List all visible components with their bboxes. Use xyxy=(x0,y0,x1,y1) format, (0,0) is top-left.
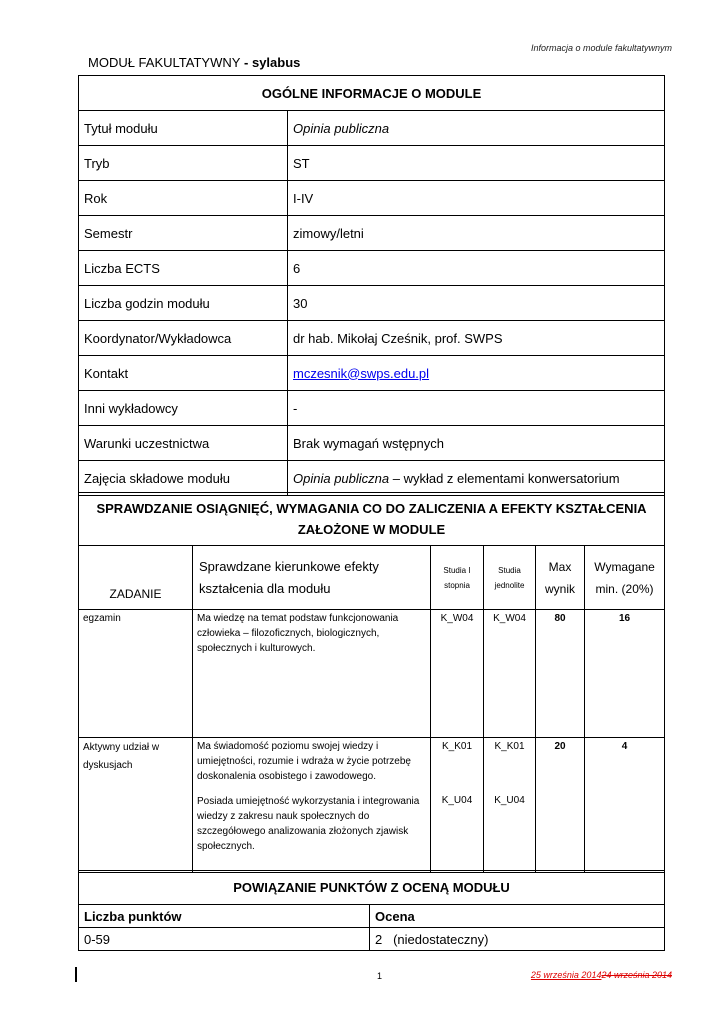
date-inserted: 25 września 2014 xyxy=(530,970,602,980)
title-bold: - sylabus xyxy=(240,55,301,70)
col-first-degree-line2: stopnia xyxy=(444,580,470,590)
info-row xyxy=(79,181,665,216)
points-cell: 0-59 xyxy=(79,928,370,951)
info-row xyxy=(79,111,665,146)
info-row xyxy=(79,286,665,321)
info-value: dr hab. Mikołaj Cześnik, prof. SWPS xyxy=(288,321,665,356)
assessment-heading-line1: SPRAWDZANIE OSIĄGNIĘĆ, WYMAGANIA CO DO ZALICZENIA A EFEKTY KSZTAŁCENIA xyxy=(96,501,647,516)
info-label: Semestr xyxy=(79,216,288,251)
col-first-degree xyxy=(431,546,484,610)
col-max-line1: Max xyxy=(548,559,572,574)
info-label: Inni wykładowcy xyxy=(79,391,288,426)
task-cell: Aktywny udział w dyskusjach xyxy=(79,738,193,873)
task-cell: egzamin xyxy=(79,610,193,738)
info-label: Koordynator/Wykładowca xyxy=(79,321,288,356)
info-value xyxy=(288,461,665,496)
general-info-heading: OGÓLNE INFORMACJE O MODULE xyxy=(79,76,665,111)
title-plain: MODUŁ FAKULTATYWNY xyxy=(88,55,241,70)
info-row xyxy=(79,461,665,496)
uniform-cell xyxy=(484,610,536,738)
first-degree-cell xyxy=(431,738,484,873)
col-effects xyxy=(193,546,431,610)
info-label: Kontakt xyxy=(79,356,288,391)
assessment-heading xyxy=(79,493,665,546)
effects-cell xyxy=(193,610,431,738)
info-value: 6 xyxy=(288,251,665,286)
effect-code: K_W04 xyxy=(493,613,526,624)
col-max xyxy=(536,546,585,610)
col-first-degree-line1: Studia I xyxy=(443,565,471,575)
page-number: 1 xyxy=(377,971,383,981)
col-max-line2: wynik xyxy=(544,581,575,596)
info-row xyxy=(79,321,665,356)
grading-section xyxy=(78,870,664,951)
grading-header-row xyxy=(79,905,665,928)
effect-text: Posiada umiejętność wykorzystania i integrowania wiedzy z zakresu nauk społecznych do szczegółowego analizowania złożonych zjawisk społecznych. xyxy=(197,796,420,852)
info-label: Tryb xyxy=(79,146,288,181)
grading-heading: POWIĄZANIE PUNKTÓW Z OCENĄ MODUŁU xyxy=(79,871,665,905)
required-cell: 16 xyxy=(585,610,665,738)
info-row xyxy=(79,356,665,391)
max-cell: 80 xyxy=(536,610,585,738)
general-info-table xyxy=(78,75,665,496)
grading-table xyxy=(78,870,665,951)
assessment-section xyxy=(78,492,664,873)
col-uniform-line1: Studia xyxy=(498,565,521,575)
info-value: - xyxy=(288,391,665,426)
effects-cell xyxy=(193,738,431,873)
assessment-heading-line2: ZAŁOŻONE W MODULE xyxy=(297,522,446,537)
grade-cell: 2 (niedostateczny) xyxy=(370,928,665,951)
col-effects-line1: Sprawdzane kierunkowe efekty xyxy=(199,558,379,574)
table-row xyxy=(79,738,665,873)
date-deleted: 24 września 2014 xyxy=(601,970,672,980)
info-row xyxy=(79,426,665,461)
info-row xyxy=(79,216,665,251)
effect-text: Ma świadomość poziomu swojej wiedzy i umiejętności, rozumie i wdraża w życie potrzebę doskonalenia osobistego i zawodowego. xyxy=(197,741,411,782)
first-degree-cell xyxy=(431,610,484,738)
info-label: Rok xyxy=(79,181,288,216)
col-grade: Ocena xyxy=(370,905,665,928)
info-value: ST xyxy=(288,146,665,181)
info-label: Liczba ECTS xyxy=(79,251,288,286)
info-row xyxy=(79,146,665,181)
info-row xyxy=(79,251,665,286)
effect-code: K_U04 xyxy=(441,795,473,806)
info-value: 30 xyxy=(288,286,665,321)
assessment-table xyxy=(78,492,665,873)
effect-code: K_K01 xyxy=(494,741,525,752)
required-cell: 4 xyxy=(585,738,665,873)
info-value xyxy=(288,356,665,391)
effect-text: Ma wiedzę na temat podstaw funkcjonowania człowieka – filozoficznych, biologicznych, społecznych i kulturowych. xyxy=(197,613,399,654)
effect-code: K_K01 xyxy=(441,741,473,752)
info-label: Zajęcia składowe modułu xyxy=(79,461,288,496)
change-bar xyxy=(75,967,77,982)
general-info-section xyxy=(78,75,664,496)
col-required xyxy=(585,546,665,610)
info-label: Warunki uczestnictwa xyxy=(79,426,288,461)
contact-email-link[interactable]: mczesnik@swps.edu.pl xyxy=(293,365,430,381)
module-name-italic: Opinia publiczna xyxy=(293,470,390,486)
info-value: zimowy/letni xyxy=(288,216,665,251)
document-title xyxy=(88,55,300,70)
assessment-column-headers xyxy=(79,546,665,610)
col-effects-line2: kształcenia dla modułu xyxy=(199,580,331,596)
info-label: Liczba godzin modułu xyxy=(79,286,288,321)
max-cell: 20 xyxy=(536,738,585,873)
effect-code: K_U04 xyxy=(494,795,525,806)
module-description: – wykład z elementami konwersatorium xyxy=(389,470,620,486)
col-uniform xyxy=(484,546,536,610)
footer-date xyxy=(531,970,672,980)
col-uniform-line2: jednolite xyxy=(494,580,525,590)
info-value: I-IV xyxy=(288,181,665,216)
info-value: Brak wymagań wstępnych xyxy=(288,426,665,461)
effect-code: K_W04 xyxy=(440,613,474,624)
info-value: Opinia publiczna xyxy=(288,111,665,146)
info-row xyxy=(79,391,665,426)
uniform-cell xyxy=(484,738,536,873)
col-required-line2: min. (20%) xyxy=(595,581,654,596)
table-row xyxy=(79,610,665,738)
col-required-line1: Wymagane xyxy=(594,559,655,574)
info-label: Tytuł modułu xyxy=(79,111,288,146)
table-row xyxy=(79,928,665,951)
col-task: ZADANIE xyxy=(79,546,193,610)
header-note: Informacja o module fakultatywnym xyxy=(530,43,672,53)
col-points: Liczba punktów xyxy=(79,905,370,928)
